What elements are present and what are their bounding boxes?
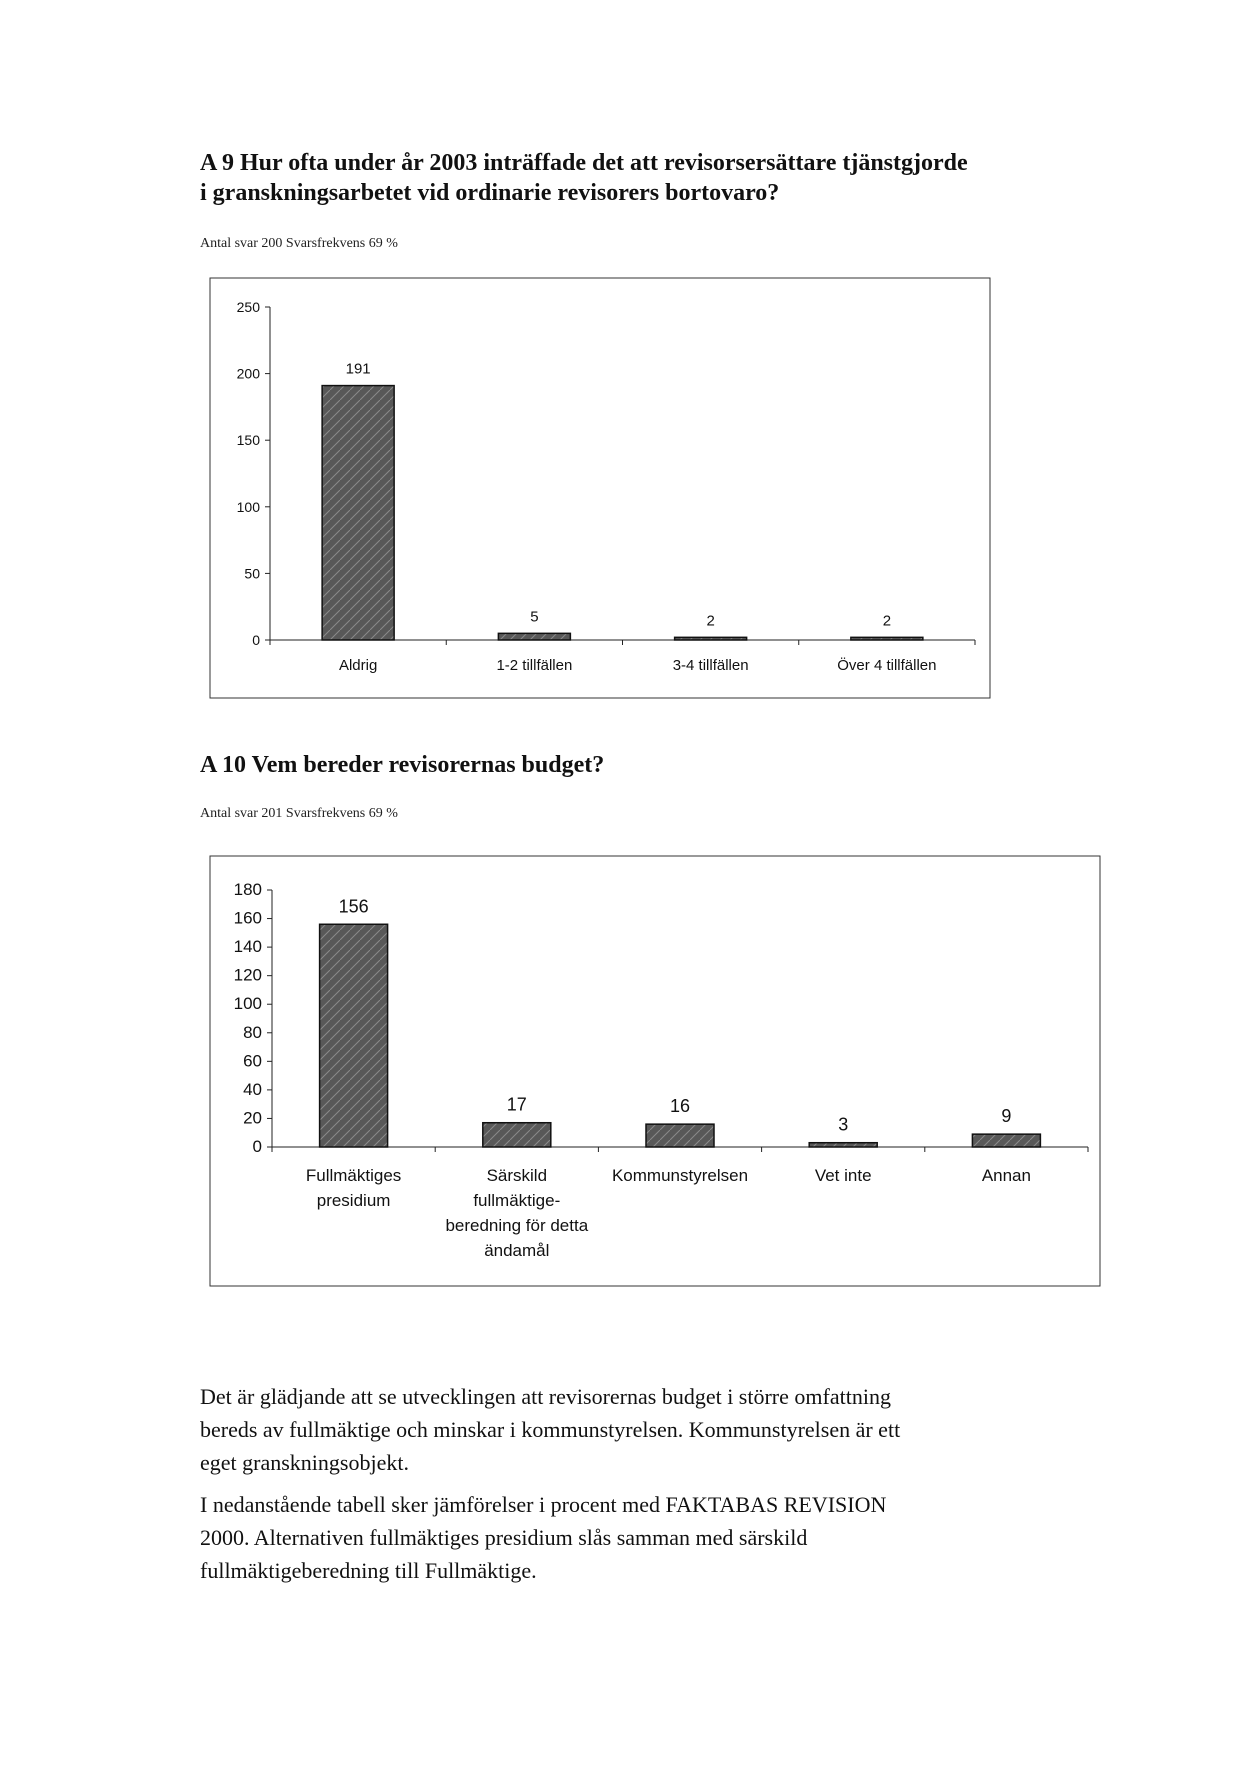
category-label: Över 4 tillfällen [837,657,937,674]
category-label: Fullmäktiges [305,1166,402,1185]
y-tick-label: 160 [233,908,262,928]
question-a9-response-info: Antal svar 200 Svarsfrekvens 69 % [200,236,398,251]
paragraph-line: I nedanstående tabell sker jämförelser i procent med FAKTABAS REVISION [200,1492,887,1517]
y-tick-label: 250 [236,299,260,315]
y-tick-label: 100 [236,498,260,515]
data-label: 156 [338,896,369,917]
data-label: 2 [706,612,715,630]
paragraph-2 [200,1488,1060,1587]
y-tick-label: 180 [233,880,262,899]
data-label: 191 [345,360,371,378]
bar [483,1123,551,1147]
category-label: fullmäktige- [473,1191,561,1210]
data-label: 9 [1001,1106,1012,1127]
category-label: presidium [316,1191,391,1210]
y-tick-label: 0 [252,1137,262,1156]
bar [675,637,747,640]
y-tick-label: 80 [243,1022,262,1042]
bar [498,633,570,640]
category-label: ändamål [484,1241,550,1260]
y-tick-label: 140 [233,937,262,957]
bar [646,1124,714,1147]
bar [851,637,923,640]
y-tick-label: 50 [244,565,260,582]
bar [320,924,388,1147]
bar [972,1134,1040,1147]
paragraph-line: bereds av fullmäktige och minskar i kommunstyrelsen. Kommunstyrelsen är ett [200,1417,901,1442]
paragraph-line: 2000. Alternativen fullmäktiges presidium slås samman med särskild [200,1525,808,1550]
question-a10-title: A 10 Vem bereder revisorernas budget? [200,752,605,778]
y-tick-label: 0 [252,632,260,648]
paragraph-line: fullmäktigeberedning till Fullmäktige. [200,1558,537,1583]
y-tick-label: 20 [243,1108,262,1128]
question-a9-title-line: A 9 Hur ofta under år 2003 inträffade det att revisorsersättare tjänstgjorde [200,150,968,176]
category-label: beredning för detta [445,1216,589,1235]
category-label: 3-4 tillfällen [672,657,749,674]
data-label: 2 [882,612,892,630]
category-label: Särskild [486,1166,548,1185]
y-tick-label: 120 [233,965,262,985]
y-tick-label: 150 [236,432,260,449]
question-a9-title-line: i granskningsarbetet vid ordinarie revisorers bortovaro? [200,180,780,206]
chart-a10 [210,856,1100,1286]
data-label: 3 [838,1114,849,1135]
paragraph-line: eget granskningsobjekt. [200,1450,409,1475]
category-label: Vet inte [814,1166,872,1185]
data-label: 17 [506,1094,527,1115]
bar [809,1143,877,1147]
y-tick-label: 60 [243,1051,262,1071]
paragraph-1 [200,1380,1060,1479]
y-tick-label: 100 [233,994,262,1014]
bar [322,386,394,640]
question-a10-response-info: Antal svar 201 Svarsfrekvens 69 % [200,806,398,821]
category-label: 1-2 tillfällen [496,657,573,674]
category-label: Aldrig [338,657,378,674]
y-tick-label: 200 [236,365,260,382]
category-label: Annan [981,1166,1031,1185]
y-tick-label: 40 [243,1079,262,1099]
data-label: 16 [669,1096,691,1117]
category-label: Kommunstyrelsen [611,1166,749,1185]
paragraph-line: Det är glädjande att se utvecklingen att revisorernas budget i större omfattning [200,1384,891,1409]
chart-a9 [210,278,990,698]
data-label: 5 [530,608,539,626]
